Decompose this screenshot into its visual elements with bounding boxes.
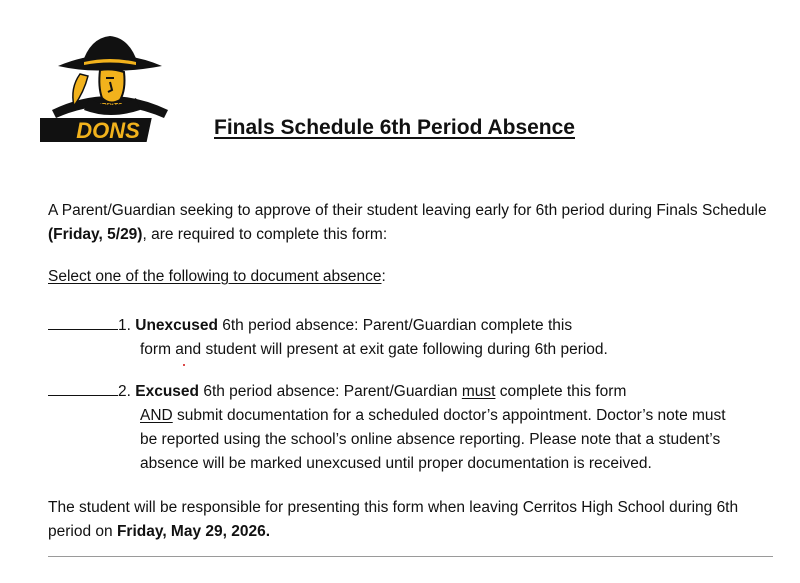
option-unexcused [48,314,608,362]
option-text: complete this form [495,383,627,400]
option-text: 6th period absence: Parent/Guardian complete this [217,317,573,334]
option-number: 1. [118,317,131,334]
option-label: Excused [135,383,200,400]
closing-date: Friday, May 29, 2026. [116,523,271,540]
select-prompt-text: Select one of the following to document absence [48,268,382,285]
page-title: Finals Schedule 6th Period Absence [214,116,575,139]
dons-logo [40,32,180,147]
select-prompt [48,265,386,289]
signature-blank[interactable] [48,314,118,330]
option-text: 6th period absence: Parent/Guardian [199,383,462,400]
option-text: absence will be marked unexcused until proper documentation is received. [140,455,652,472]
intro-text-end: , are required to complete this form: [142,226,388,243]
closing-text: The student will be responsible for presenting this form when leaving Cerritos High School during 6th period on [48,499,739,540]
option-number: 2. [118,383,131,400]
stray-mark [183,364,185,366]
closing-paragraph [48,496,778,544]
intro-paragraph [48,199,768,247]
signature-blank[interactable] [48,380,118,396]
option-text: be reported using the school’s online absence reporting. Please note that a student’s [140,431,721,448]
intro-date: (Friday, 5/29) [48,226,143,243]
option-excused [48,380,726,476]
option-emphasis: must [461,383,496,400]
option-emphasis: AND [140,407,173,424]
option-label: Unexcused [135,317,218,334]
option-text: form and student will present at exit gate following during 6th period. [140,341,608,358]
intro-text: A Parent/Guardian seeking to approve of their student leaving early for 6th period during Finals Schedule [48,202,767,219]
option-text: submit documentation for a scheduled doctor’s appointment. Doctor’s note must [172,407,726,424]
logo-wordmark: DONS [76,118,140,143]
select-prompt-colon: : [381,268,386,285]
divider [48,556,773,557]
